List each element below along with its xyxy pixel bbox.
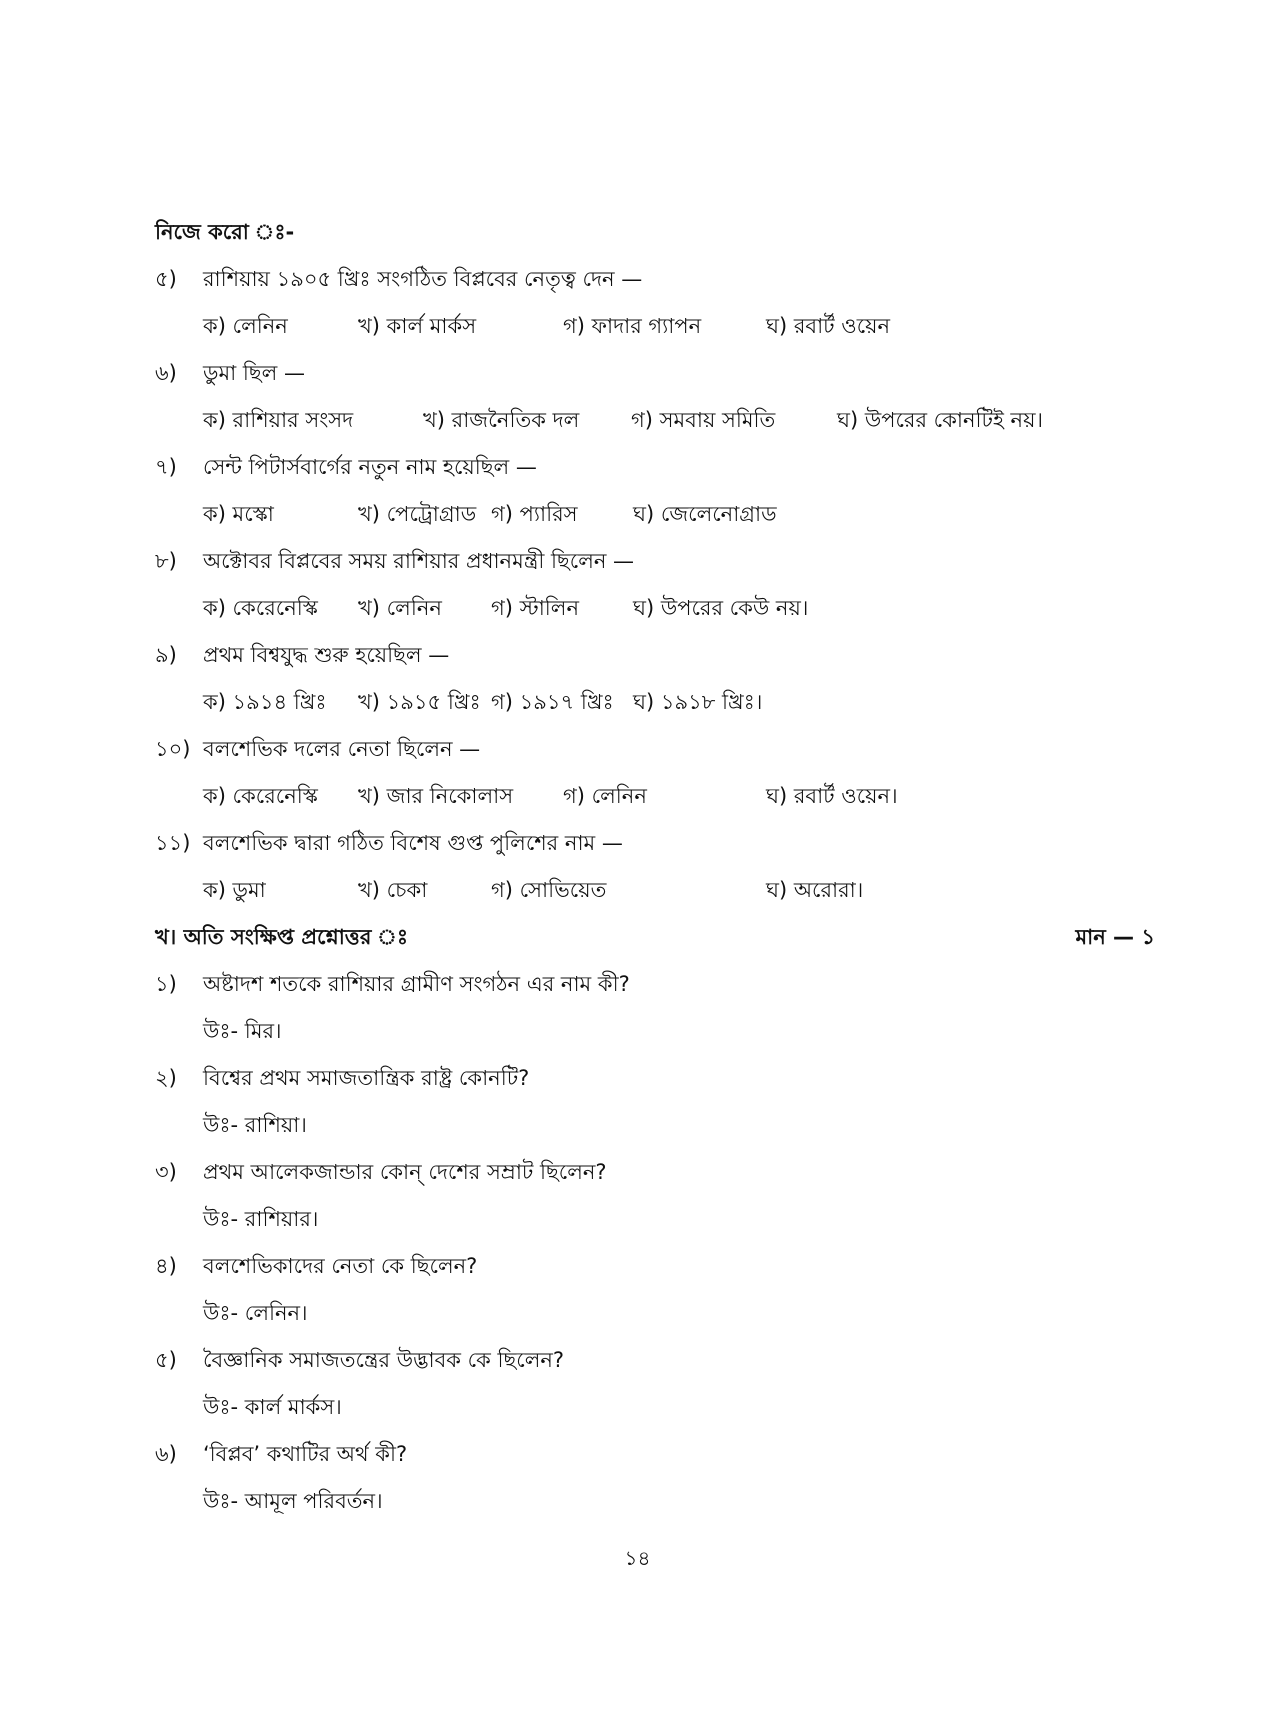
question-number: ৩) — [155, 1160, 177, 1184]
option-kha: খ) পেট্রোগ্রাড — [358, 502, 477, 526]
question-text: প্রথম বিশ্বযুদ্ধ শুরু হয়েছিল — — [203, 643, 450, 667]
option-gha: ঘ) জেলেনোগ্রাড — [633, 502, 777, 526]
option-ka: ক) ডুমা — [203, 878, 266, 902]
option-kha: খ) চেকা — [358, 878, 428, 902]
mcq-question-7 — [155, 452, 1155, 482]
question-text: বলশেভিকাদের নেতা কে ছিলেন? — [203, 1254, 478, 1278]
qa-question-6 — [155, 1439, 1155, 1469]
question-text: ডুমা ছিল — — [203, 361, 305, 385]
section-b-header — [155, 922, 1155, 952]
option-kha: খ) জার নিকোলাস — [358, 784, 514, 808]
qa-answer-5: উঃ- কার্ল মার্কস। — [203, 1395, 342, 1419]
question-text: রাশিয়ায় ১৯০৫ খ্রিঃ সংগঠিত বিপ্লবের নেতৃত্ব দেন — — [203, 267, 643, 291]
option-ka: ক) কেরেনেস্কি — [203, 784, 318, 808]
mcq-options-10 — [203, 781, 1103, 811]
mcq-question-11 — [155, 828, 1155, 858]
qa-question-2 — [155, 1063, 1155, 1093]
mcq-question-9 — [155, 640, 1155, 670]
option-ga: গ) প্যারিস — [491, 502, 578, 526]
question-number: ৮) — [155, 549, 177, 573]
question-number: ৭) — [155, 455, 177, 479]
mcq-options-7 — [203, 499, 1103, 529]
qa-question-3 — [155, 1157, 1155, 1187]
question-text: অষ্টাদশ শতকে রাশিয়ার গ্রামীণ সংগঠন এর নাম কী? — [203, 972, 630, 996]
qa-answer-3: উঃ- রাশিয়ার। — [203, 1207, 319, 1231]
qa-question-4 — [155, 1251, 1155, 1281]
option-ga: গ) সোভিয়েত — [491, 878, 607, 902]
question-text: অক্টোবর বিপ্লবের সময় রাশিয়ার প্রধানমন্ত্রী ছিলেন — — [203, 549, 635, 573]
question-text: বলশেভিক দলের নেতা ছিলেন — — [203, 737, 481, 761]
mcq-question-5 — [155, 264, 1155, 294]
page-number: ১৪ — [624, 1546, 651, 1570]
question-number: ৫) — [155, 1348, 177, 1372]
question-number: ১১) — [155, 831, 191, 855]
option-ka: ক) রাশিয়ার সংসদ — [203, 408, 354, 432]
question-text: বলশেভিক দ্বারা গঠিত বিশেষ গুপ্ত পুলিশের নাম — — [203, 831, 623, 855]
option-gha: ঘ) উপরের কোনটিই নয়। — [837, 408, 1043, 432]
option-ka: ক) ১৯১৪ খ্রিঃ — [203, 690, 327, 714]
question-number: ৪) — [155, 1254, 177, 1278]
option-kha: খ) ১৯১৫ খ্রিঃ — [358, 690, 481, 714]
option-ga: গ) ১৯১৭ খ্রিঃ — [491, 690, 614, 714]
section-b-title: খ। অতি সংক্ষিপ্ত প্রশ্নোত্তর ঃ — [155, 925, 409, 949]
qa-answer-4: উঃ- লেনিন। — [203, 1301, 308, 1325]
option-ka: ক) মস্কো — [203, 502, 274, 526]
option-gha: ঘ) রবার্ট ওয়েন। — [766, 784, 898, 808]
question-text: বৈজ্ঞানিক সমাজতন্ত্রের উদ্ভাবক কে ছিলেন? — [203, 1348, 565, 1372]
option-gha: ঘ) উপরের কেউ নয়। — [633, 596, 809, 620]
qa-answer-2: উঃ- রাশিয়া। — [203, 1113, 307, 1137]
mcq-options-8 — [203, 593, 1103, 623]
mcq-question-10 — [155, 734, 1155, 764]
qa-answer-6: উঃ- আমূল পরিবর্তন। — [203, 1489, 383, 1513]
question-text: সেন্ট পিটার্সবার্গের নতুন নাম হয়েছিল — — [203, 455, 537, 479]
option-kha: খ) লেনিন — [358, 596, 442, 620]
option-kha: খ) রাজনৈতিক দল — [423, 408, 580, 432]
option-ga: গ) ফাদার গ্যাপন — [563, 314, 702, 338]
mcq-options-11 — [203, 875, 1103, 905]
qa-question-1 — [155, 969, 1155, 999]
option-kha: খ) কার্ল মার্কস — [358, 314, 477, 338]
mcq-options-5 — [203, 311, 1103, 341]
section-heading: নিজে করো ঃ- — [155, 220, 295, 244]
qa-question-5 — [155, 1345, 1155, 1375]
option-ga: গ) স্টালিন — [491, 596, 579, 620]
question-number: ৬) — [155, 1442, 177, 1466]
qa-answer-1: উঃ- মির। — [203, 1019, 282, 1043]
option-gha: ঘ) রবার্ট ওয়েন — [766, 314, 891, 338]
option-ga: গ) লেনিন — [563, 784, 647, 808]
question-number: ২) — [155, 1066, 177, 1090]
question-number: ৬) — [155, 361, 177, 385]
mcq-question-6 — [155, 358, 1155, 388]
mcq-options-9 — [203, 687, 1103, 717]
question-text: ‘বিপ্লব’ কথাটির অর্থ কী? — [203, 1442, 408, 1466]
section-b-marks: মান — ১ — [1075, 925, 1155, 949]
question-number: ১০) — [155, 737, 191, 761]
mcq-options-6 — [203, 405, 1103, 435]
option-gha: ঘ) ১৯১৮ খ্রিঃ। — [633, 690, 763, 714]
question-number: ১) — [155, 972, 177, 996]
option-ga: গ) সমবায় সমিতি — [631, 408, 776, 432]
question-number: ৯) — [155, 643, 177, 667]
question-number: ৫) — [155, 267, 177, 291]
mcq-question-8 — [155, 546, 1155, 576]
option-ka: ক) কেরেনেস্কি — [203, 596, 318, 620]
question-text: প্রথম আলেকজান্ডার কোন্ দেশের সম্রাট ছিলেন? — [203, 1160, 607, 1184]
option-ka: ক) লেনিন — [203, 314, 288, 338]
option-gha: ঘ) অরোরা। — [766, 878, 864, 902]
question-text: বিশ্বের প্রথম সমাজতান্ত্রিক রাষ্ট্র কোনটি? — [203, 1066, 530, 1090]
